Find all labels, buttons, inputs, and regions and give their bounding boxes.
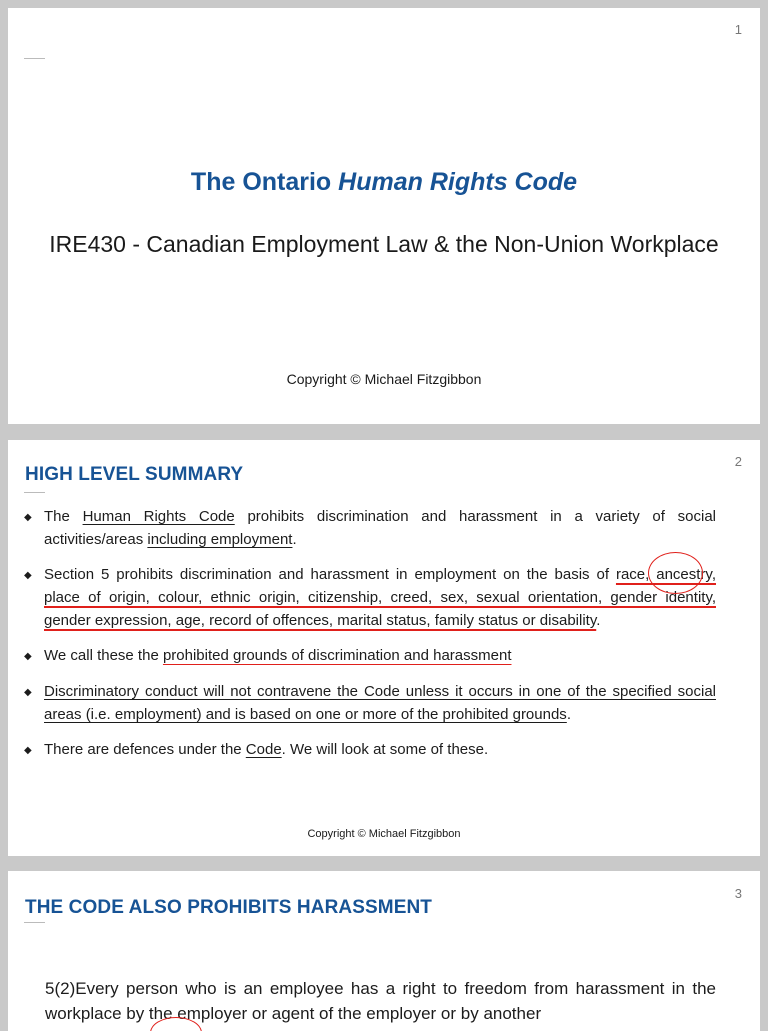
bullet-text: We call these the prohibited grounds of discrimination and harassment bbox=[44, 647, 512, 664]
slide-heading: THE CODE ALSO PROHIBITS HARASSMENT bbox=[25, 897, 432, 918]
title-prefix: The Ontario bbox=[190, 168, 339, 196]
divider bbox=[24, 492, 45, 493]
bullet-text: There are defences under the Code. We will look at some of these. bbox=[44, 741, 489, 758]
slide-2 bbox=[8, 440, 760, 856]
slide-3 bbox=[8, 871, 760, 1031]
underlined-sentence: Discriminatory conduct will not contravene the Code unless it occurs in one of the specified social areas (i.e. employment) and is based on one or more of the prohibited grounds bbox=[44, 683, 716, 723]
bullet-icon: ◆ bbox=[24, 512, 32, 523]
underlined-term: Code bbox=[245, 741, 282, 758]
bullet-text: Section 5 prohibits discrimination and harassment in employment on the basis of race, ancestry, place of origin, colour, ethnic origin, citizenship, creed, sex, sexual orientation, gender identity, gender expression, age, record of offences, marital status, family status or disability. bbox=[44, 566, 716, 629]
bullet-list bbox=[24, 505, 716, 774]
slide-heading: HIGH LEVEL SUMMARY bbox=[25, 464, 244, 485]
list-item bbox=[24, 644, 716, 668]
divider bbox=[24, 922, 45, 923]
red-underlined-grounds: race, ancestry, place of origin, colour, ethnic origin, citizenship, creed, sex, sexual orientation, gender identity, gender expression, age, record of offences, marital status, family status or disability bbox=[44, 566, 716, 629]
underlined-term: Human Rights Code bbox=[82, 508, 235, 525]
slide-title bbox=[8, 168, 760, 197]
list-item bbox=[24, 680, 716, 726]
list-item bbox=[24, 563, 716, 632]
title-emphasis: Human Rights Code bbox=[338, 168, 578, 196]
page-number: 3 bbox=[734, 886, 742, 901]
red-circle-annotation bbox=[648, 552, 703, 594]
bullet-icon: ◆ bbox=[24, 570, 32, 581]
page-number: 2 bbox=[734, 454, 742, 469]
section-text: 5(2)Every person who is an employee has a right to freedom from harassment in the workplace by the employer or agent of the employer or by another bbox=[45, 979, 716, 1023]
list-item bbox=[24, 505, 716, 551]
page-number: 1 bbox=[734, 22, 742, 37]
bullet-icon: ◆ bbox=[24, 745, 32, 756]
bullet-icon: ◆ bbox=[24, 651, 32, 662]
copyright: Copyright © Michael Fitzgibbon bbox=[307, 828, 461, 840]
copyright: Copyright © Michael Fitzgibbon bbox=[286, 371, 482, 387]
bullet-icon: ◆ bbox=[24, 687, 32, 698]
slide-subtitle: IRE430 - Canadian Employment Law & the Non-Union Workplace bbox=[49, 231, 719, 257]
slide-1 bbox=[8, 8, 760, 424]
list-item bbox=[24, 738, 716, 762]
red-underlined-phrase: prohibited grounds of discrimination and harassment bbox=[162, 647, 512, 664]
divider bbox=[24, 58, 45, 59]
bullet-text: The Human Rights Code prohibits discrimination and harassment in a variety of social activities/areas including employment. bbox=[44, 508, 717, 548]
bullet-text: Discriminatory conduct will not contravene the Code unless it occurs in one of the specified social areas (i.e. employment) and is based on one or more of the prohibited grounds. bbox=[44, 683, 716, 723]
underlined-term: including employment bbox=[147, 531, 293, 548]
